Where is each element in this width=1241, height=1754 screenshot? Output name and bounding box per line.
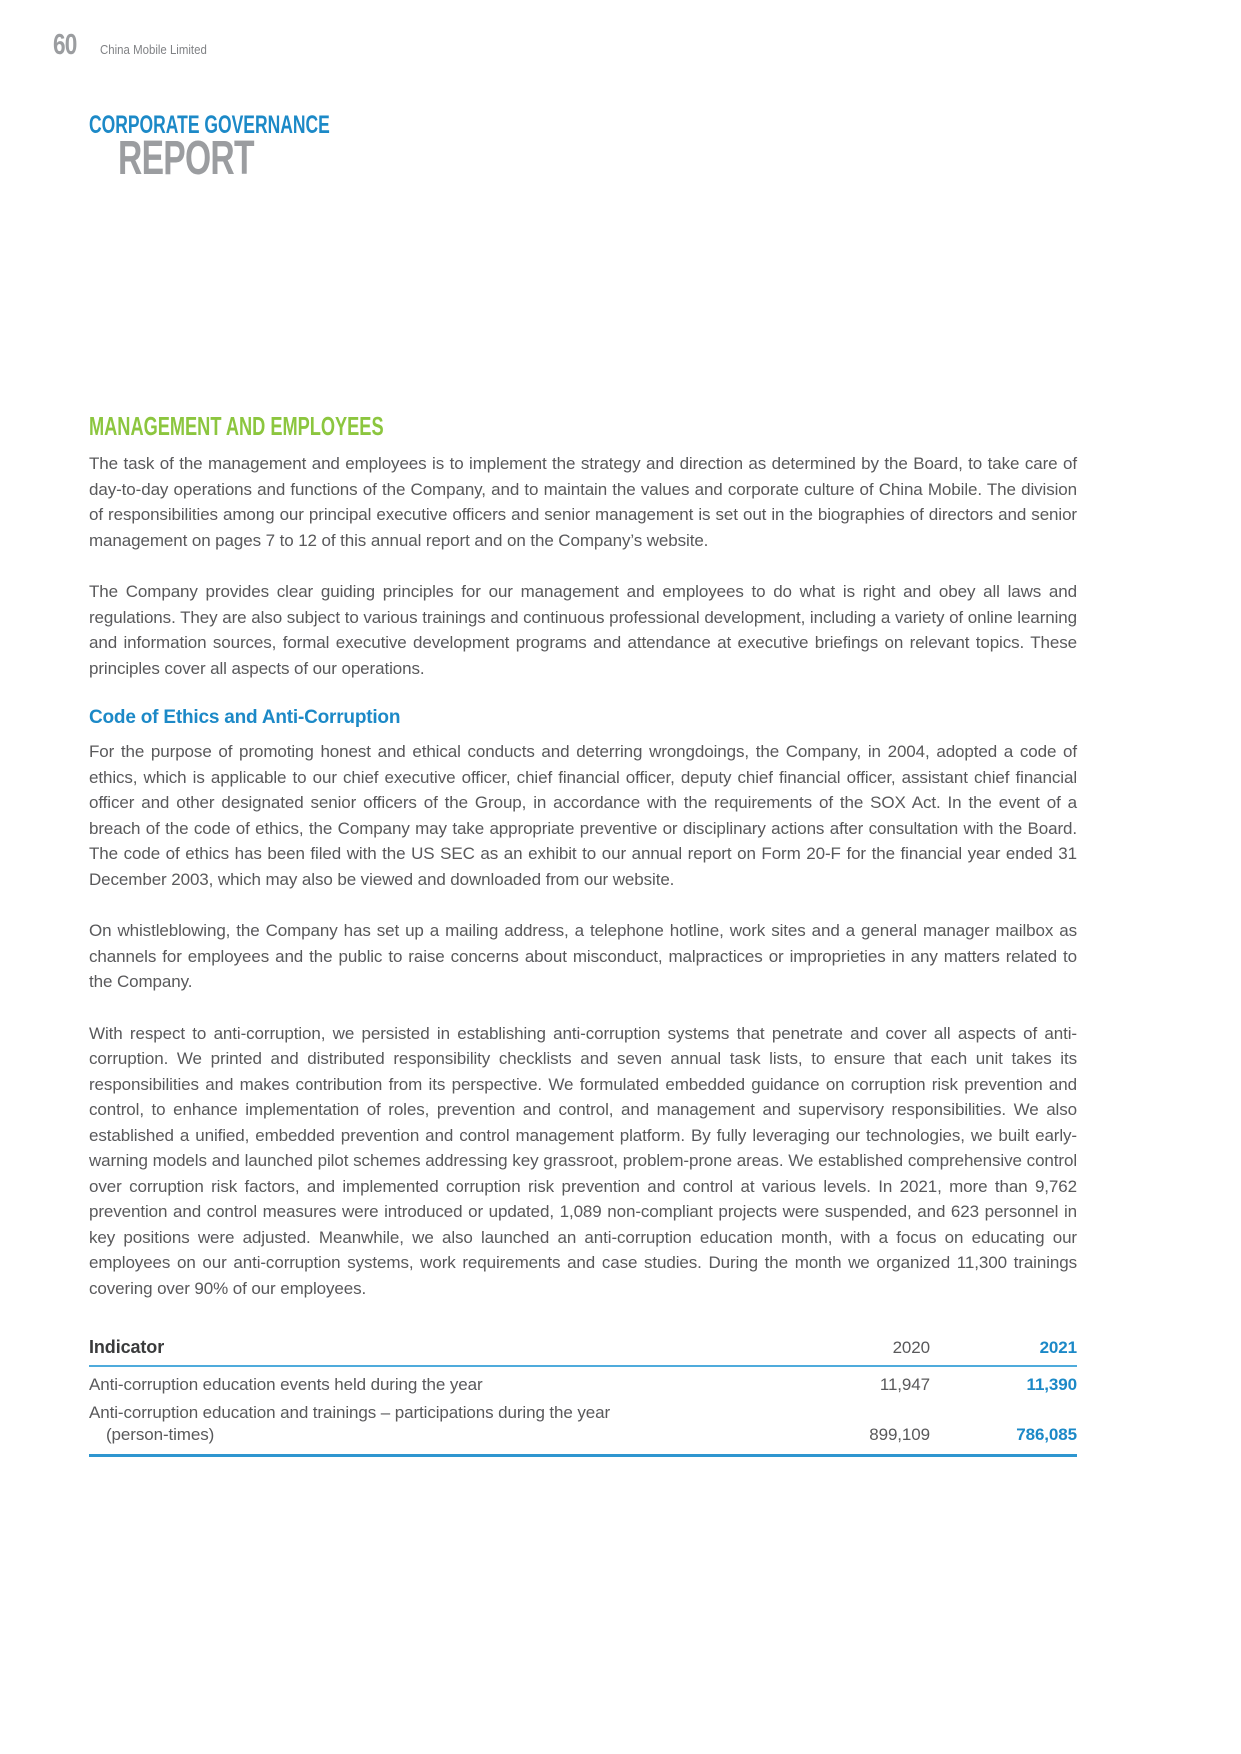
table-row-continuation (89, 1423, 1077, 1454)
row-sublabel-person-times: (person-times) (106, 1425, 215, 1444)
paragraph-guiding-principles: The Company provides clear guiding principles for our management and employees to do what is right and obey all laws and regulations. They are also subject to various trainings and continuous professional development, including a variety of online learning and information sources, formal executive development programs and attendance at executive briefings on relevant topics. These principles cover all aspects of our operations. (89, 582, 1077, 678)
row-value-2021: 11,390 (1026, 1375, 1077, 1394)
table-row (89, 1367, 1077, 1395)
report-title-line2: REPORT (118, 132, 254, 186)
paragraph-code-of-ethics: For the purpose of promoting honest and ethical conducts and deterring wrongdoings, the Company, in 2004, adopted a code of ethics, which is applicable to our chief executive officer, chief financial officer, deputy chief financial officer, assistant chief financial officer and other designated senior officers of the Group, in accordance with the requirements of the SOX Act. In the event of a breach of the code of ethics, the Company may take appropriate preventive or disciplinary actions after consultation with the Board. The code of ethics has been filed with the US SEC as an exhibit to our annual report on Form 20-F for the financial year ended 31 December 2003, which may also be viewed and downloaded from our website. (89, 742, 1077, 889)
content-column (89, 413, 1077, 1457)
indicator-table (89, 1337, 1077, 1457)
paragraph-management-task: The task of the management and employees is to implement the strategy and direction as determined by the Board, to take care of day-to-day operations and functions of the Company, and to maintain the values and corporate culture of China Mobile. The division of responsibilities among our principal executive officers and senior management is set out in the biographies of directors and senior management on pages 7 to 12 of this annual report and on the Company’s website. (89, 454, 1077, 550)
paragraph-anti-corruption: With respect to anti-corruption, we persisted in establishing anti-corruption systems that penetrate and cover all aspects of anti-corruption. We printed and distributed responsibility checklists and seven annual task lists, to ensure that each unit takes its responsibilities and makes contribution from its perspective. We formulated embedded guidance on corruption risk prevention and control, to enhance implementation of roles, prevention and control, and management and supervisory responsibilities. We also established a unified, embedded prevention and control management platform. By fully leveraging our technologies, we built early-warning models and launched pilot schemes addressing key grassroot, problem-prone areas. We established comprehensive control over corruption risk factors, and implemented corruption risk prevention and control at various levels. In 2021, more than 9,762 prevention and control measures were introduced or updated, 1,089 non-compliant projects were suspended, and 623 personnel in key positions were adjusted. Meanwhile, we also launched an anti-corruption education month, with a focus on educating our employees on our anti-corruption systems, work requirements and case studies. During the month we organized 11,300 trainings covering over 90% of our employees. (89, 1023, 1077, 1298)
row-value-2020: 11,947 (879, 1375, 930, 1394)
section-heading-management-and-employees: MANAGEMENT AND EMPLOYEES (89, 411, 384, 441)
row-label-education-events: Anti-corruption education events held during the year (89, 1375, 483, 1394)
company-name: China Mobile Limited (100, 42, 207, 57)
indicator-table-header (89, 1337, 1077, 1367)
column-header-2020: 2020 (892, 1338, 930, 1357)
column-header-indicator: Indicator (89, 1337, 165, 1357)
row-value-2020: 899,109 (869, 1425, 930, 1444)
report-title-line1: CORPORATE GOVERNANCE (89, 111, 330, 139)
table-row (89, 1395, 1077, 1423)
paragraph-whistleblowing: On whistleblowing, the Company has set up a mailing address, a telephone hotline, work sites and a general manager mailbox as channels for employees and the public to raise concerns about misconduct, malpractices or improprieties in any matters related to the Company. (89, 921, 1077, 991)
row-label-education-trainings: Anti-corruption education and trainings – participations during the year (89, 1403, 611, 1422)
subsection-heading-code-of-ethics: Code of Ethics and Anti-Corruption (89, 707, 401, 728)
row-value-2021: 786,085 (1016, 1425, 1077, 1444)
page-number: 60 (53, 29, 77, 61)
report-title (89, 111, 433, 186)
column-header-2021: 2021 (1039, 1338, 1077, 1357)
